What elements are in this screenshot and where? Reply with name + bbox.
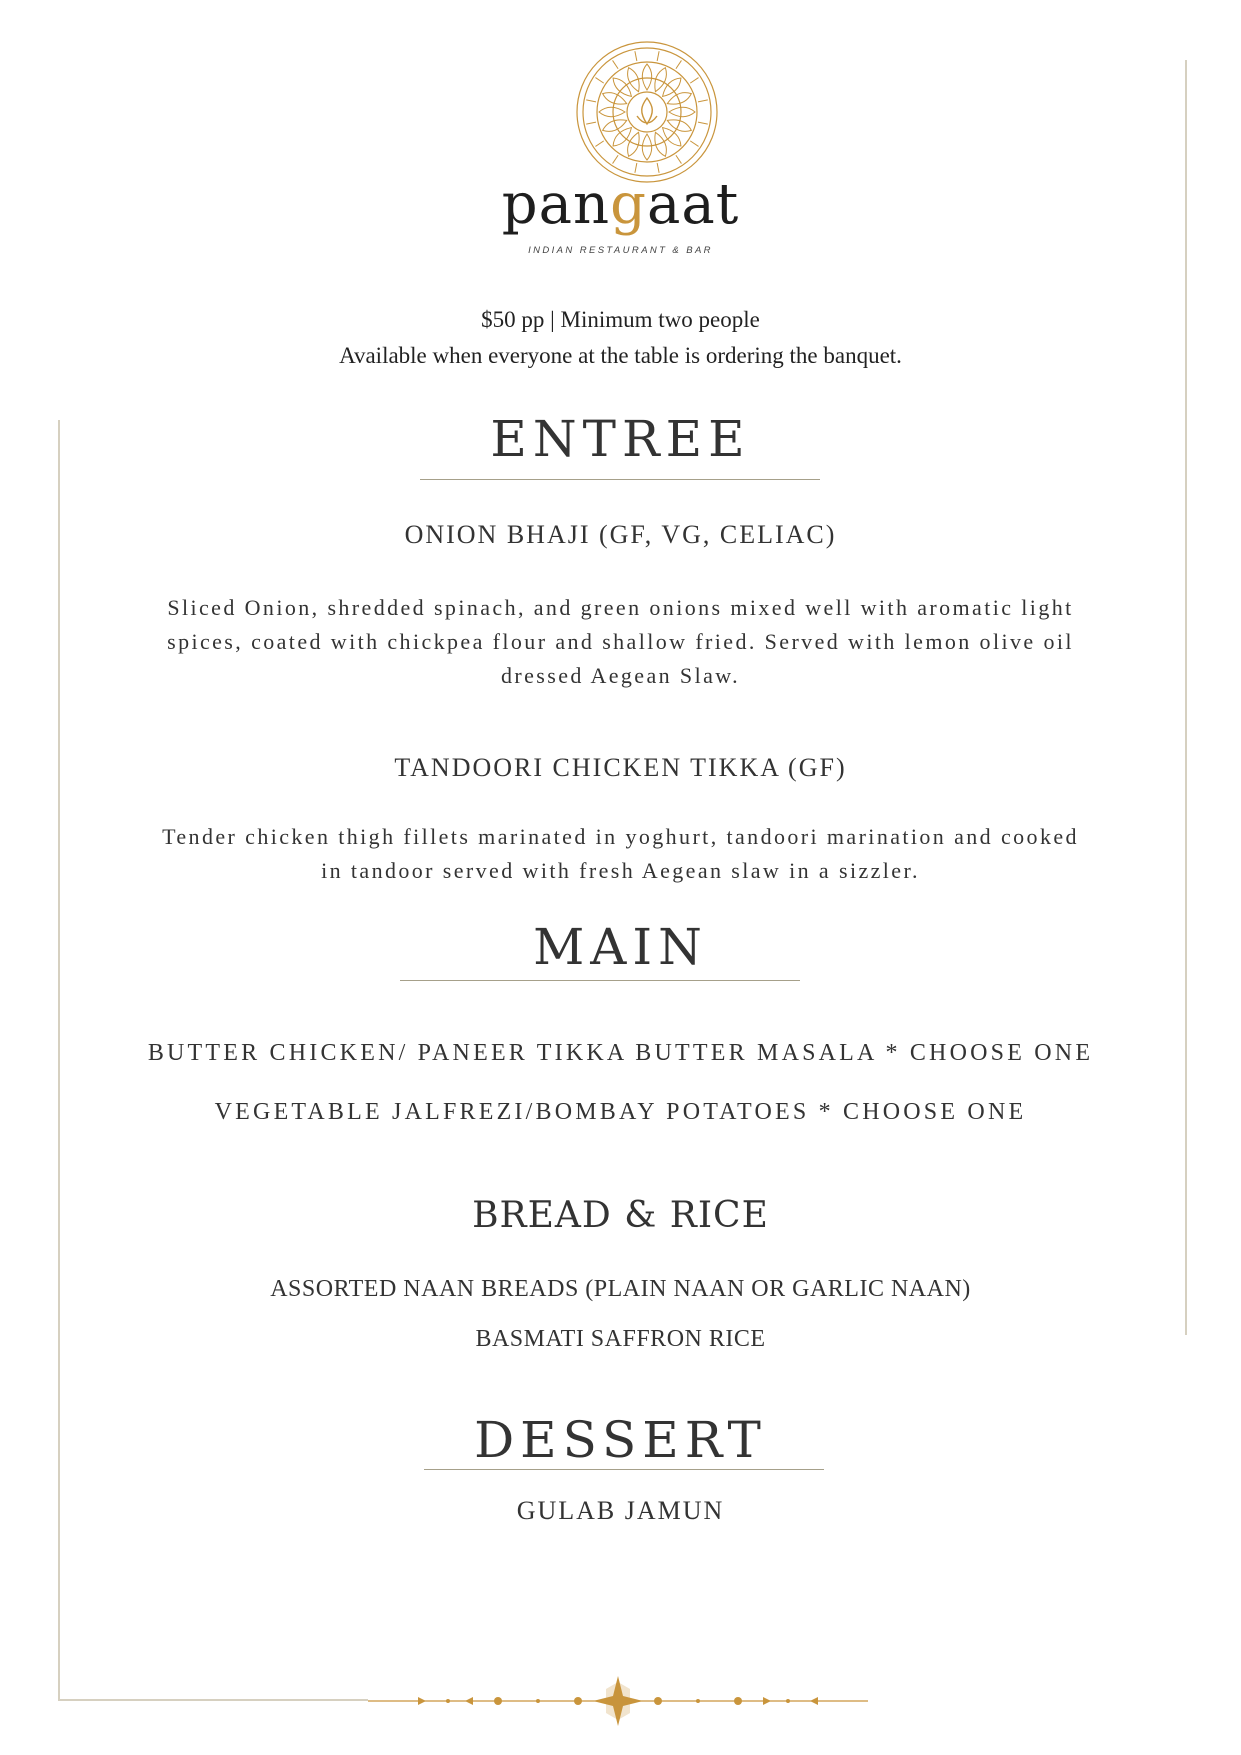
main-choice-line: VEGETABLE JALFREZI/BOMBAY POTATOES * CHOOSE ONE (214, 1099, 1027, 1125)
availability-line: Available when everyone at the table is ordering the banquet. (339, 343, 902, 368)
entree-item-desc-line: in tandoor served with fresh Aegean slaw in a sizzler. (321, 858, 920, 883)
main-choice-line: BUTTER CHICKEN/ PANEER TIKKA BUTTER MASALA * CHOOSE ONE (147, 1040, 1094, 1066)
brand-tagline: INDIAN RESTAURANT & BAR (528, 245, 713, 256)
entree-item-desc-line: spices, coated with chickpea flour and shallow fried. Served with lemon olive oil (167, 629, 1074, 654)
entree-divider (420, 479, 820, 480)
bread-rice-heading: BREAD & RICE (472, 1195, 769, 1236)
frame-bottom-line (58, 1699, 368, 1701)
bread-rice-item: ASSORTED NAAN BREADS (PLAIN NAAN OR GARLIC NAAN) (270, 1276, 971, 1302)
dessert-divider (424, 1469, 824, 1470)
entree-item-name: ONION BHAJI (GF, VG, CELIAC) (404, 520, 837, 549)
dessert-heading: DESSERT (474, 1411, 767, 1469)
entree-heading: ENTREE (490, 410, 751, 468)
dessert-item: GULAB JAMUN (516, 1496, 725, 1525)
brand-wordmark: pangaat (501, 172, 740, 237)
brand-wordmark-accent: g (610, 172, 647, 237)
main-divider (400, 980, 800, 981)
star-ornament-icon (368, 1670, 868, 1732)
entree-item-name: TANDOORI CHICKEN TIKKA (GF) (394, 753, 847, 782)
bread-rice-item: BASMATI SAFFRON RICE (475, 1326, 766, 1352)
entree-item-desc-line: Sliced Onion, shredded spinach, and green onions mixed well with aromatic light (167, 595, 1074, 620)
price-line: $50 pp | Minimum two people (481, 307, 760, 332)
main-heading: MAIN (533, 918, 708, 976)
entree-item-desc-line: Tender chicken thigh fillets marinated in yoghurt, tandoori marination and cooked (162, 824, 1079, 849)
mandala-logo-icon (575, 40, 719, 184)
entree-item-desc-line: dressed Aegean Slaw. (500, 663, 741, 688)
